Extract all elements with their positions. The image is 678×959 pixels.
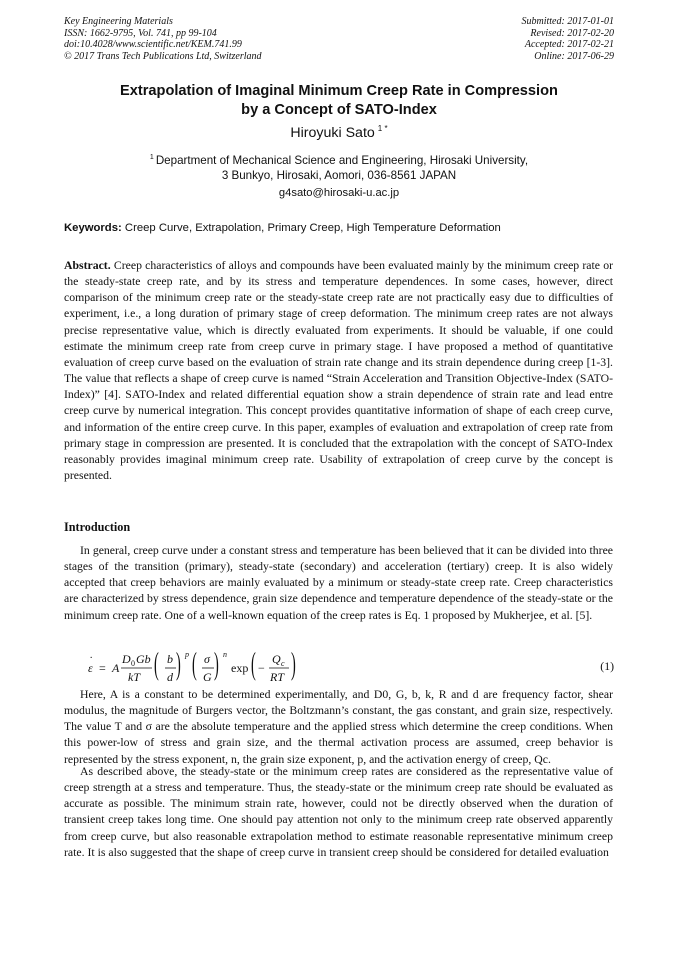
abstract xyxy=(64,258,613,484)
submitted-date: Submitted: 2017-01-01 xyxy=(521,16,614,27)
svg-text:): ) xyxy=(214,650,219,682)
journal-name: Key Engineering Materials xyxy=(64,16,173,27)
intro-paragraph-1-text: In general, creep curve under a constant stress and temperature has been believed that it can be divided into three stages of the transition (primary), steady-state (secondary) and acceleration (tertiary) creep. It is also widely accepted that creep behaviors are mainly evaluated by a minimum or steady-state creep rate. Creep characteristics are characterized by stress dependence, grain size dependence and temperature dependence of the steady-state or the minimum creep rate. One of a well-known equation of the creep rates is Eq. 1 proposed by Mukherjee, et al. [5]. xyxy=(64,544,613,622)
svg-text:kT: kT xyxy=(128,670,140,684)
svg-text:G: G xyxy=(203,670,212,684)
svg-text:b: b xyxy=(167,652,173,666)
svg-text:RT: RT xyxy=(270,670,285,684)
svg-text:−: − xyxy=(258,661,265,675)
keywords-label: Keywords: xyxy=(64,222,122,234)
svg-text:exp: exp xyxy=(231,661,249,675)
equation-1 xyxy=(88,650,614,686)
intro-paragraph-3 xyxy=(64,764,613,861)
keywords-list: Creep Curve, Extrapolation, Primary Creep, High Temperature Deformation xyxy=(124,222,501,234)
title-line-1: Extrapolation of Imaginal Minimum Creep Rate in Compression xyxy=(120,83,558,99)
journal-copyright: © 2017 Trans Tech Publications Ltd, Switzerland xyxy=(64,50,262,62)
title-line-2: by a Concept of SATO-Index xyxy=(241,102,437,118)
svg-text:n: n xyxy=(223,650,227,659)
svg-text:=: = xyxy=(99,661,106,675)
abstract-text: Creep characteristics of alloys and compounds have been evaluated mainly by the minimum creep rate or the steady-state creep rate, and by its stress and temperature dependences. In some cases, however, direct comparison of the minimum creep rate or the steady-state creep rate are not practically easy due to difficulties of experiment, i.e., a long duration of primary stage of creep deformation. The minimum creep rates are not always precise representative value, which is directly evaluated from experiments. It should be valuable, if one could estimate the minimum creep rate from creep curve in primary stage. I have proposed a method of quantitative evaluation of creep curve based on the evaluation of strain rate change and its strain dependence during creep [1-3]. The value that reflects a shape of creep curve is named “Strain Acceleration and Transition Objective-Index (SATO-Index)” [4]. SATO-Index and related differential equation show a strain dependence of strain rate and lead entre creep curve by numerical integration. This concept provides quantitative information of shape of each creep curve, and information of the entire creep curve. In this paper, examples of evaluation and extrapolation of creep rate from primary stage in compression are presented. It is concluded that the extrapolation with the concept of SATO-Index reasonably provides imaginal minimum creep rate. Usability of extrapolation of creep curve by the concept is presented. xyxy=(64,259,614,483)
author-line xyxy=(64,124,614,141)
svg-text:0: 0 xyxy=(131,659,135,668)
creep-rate-equation xyxy=(88,650,328,686)
intro-paragraph-1 xyxy=(64,543,613,624)
author-name: Hiroyuki Sato xyxy=(290,125,375,141)
svg-text:Gb: Gb xyxy=(136,652,151,666)
affiliation-superscript: 1 xyxy=(149,154,154,161)
svg-text:σ: σ xyxy=(204,652,210,666)
svg-text:): ) xyxy=(176,650,181,682)
paper-title xyxy=(64,82,614,120)
svg-text:(: ( xyxy=(251,650,256,682)
svg-text:d: d xyxy=(167,670,173,684)
revised-date: Revised: 2017-02-20 xyxy=(530,27,614,39)
online-date: Online: 2017-06-29 xyxy=(534,50,614,62)
affiliation-line-2: 3 Bunkyo, Hirosaki, Aomori, 036-8561 JAPAN xyxy=(221,169,457,183)
intro-paragraph-2 xyxy=(64,687,613,768)
author-superscript: 1 * xyxy=(377,124,388,133)
equation-number: (1) xyxy=(600,660,614,673)
section-heading-introduction: Introduction xyxy=(64,520,131,534)
svg-text:Q: Q xyxy=(272,652,281,666)
journal-doi: doi:10.4028/www.scientific.net/KEM.741.99 xyxy=(64,39,242,51)
publication-dates xyxy=(522,16,615,62)
svg-text:·: · xyxy=(89,653,93,664)
abstract-label: Abstract. xyxy=(64,259,111,272)
svg-text:): ) xyxy=(291,650,296,682)
affiliation-line-1: Department of Mechanical Science and Engineering, Hirosaki University, xyxy=(155,154,529,167)
svg-text:(: ( xyxy=(192,650,197,682)
accepted-date: Accepted: 2017-02-21 xyxy=(524,39,614,51)
svg-text:c: c xyxy=(281,659,285,668)
svg-text:A: A xyxy=(112,661,120,675)
journal-issn: ISSN: 1662-9795, Vol. 741, pp 99-104 xyxy=(64,27,217,39)
svg-text:D: D xyxy=(122,652,131,666)
svg-text:(: ( xyxy=(154,650,159,682)
intro-paragraph-3-text: As described above, the steady-state or the minimum creep rates are considered as the representative value of creep strength at a stress and temperature. Thus, the steady-state or the minimum creep rate should be evaluated as accurate as possible. The minimum strain rate, however, could not be directly observed when the duration of transient creep takes long time. One should pay attention not only to the minimum creep rate observed apparently from creep curve, but also reasonable extrapolation method to estimate reasonable representative minimum creep rate. It is also suggested that the shape of creep curve in transient creep should be considered for detailed evaluation xyxy=(64,765,613,859)
intro-paragraph-2-text: Here, A is a constant to be determined experimentally, and D0, G, b, k, R and d are frequency factor, shear modulus, the magnitude of Burgers vector, the Boltzmann’s constant, the gas constant, and grain size, respectively. The value T and σ are the absolute temperature and the applied stress which determine the creep conditions. When this power-low of stress and grain size, and the thermal activation process are assumed, creep behavior is represented by the stress exponent, n, the grain size exponent, p, and the activation energy of creep, Qc. xyxy=(64,688,613,766)
author-email[interactable]: g4sato@hirosaki-u.ac.jp xyxy=(278,187,400,199)
journal-info xyxy=(64,16,262,62)
keywords xyxy=(64,222,614,234)
affiliation xyxy=(64,150,614,183)
svg-text:p: p xyxy=(185,650,189,659)
svg-text:ε: ε xyxy=(88,661,93,675)
